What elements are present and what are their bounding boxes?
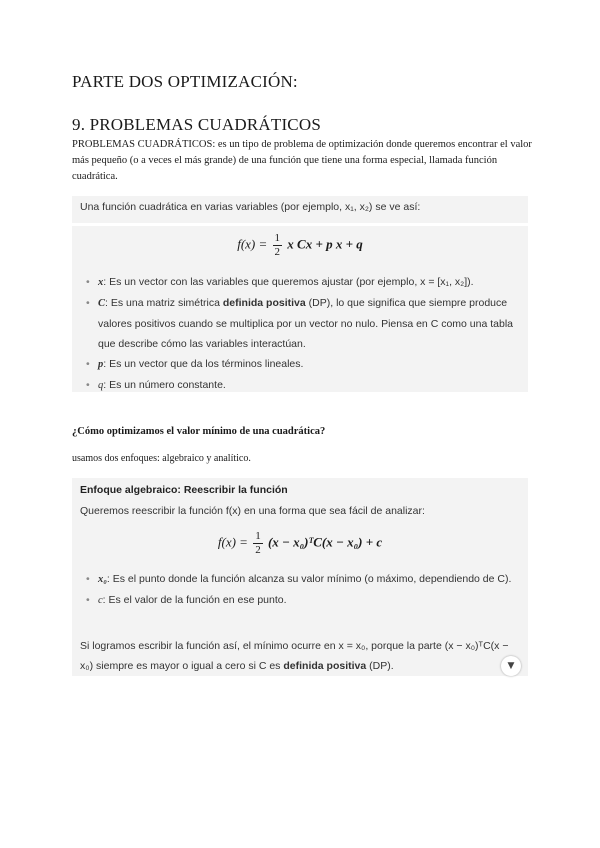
algebraic-approach-title: Enfoque algebraico: Reescribir la función <box>80 484 288 496</box>
algebraic-conclusion: Si logramos escribir la función así, el mínimo ocurre en x = x₀, porque la parte (x − x₀)ᵀC(x − x₀) siempre es mayor o igual a cero si C es definida positiva (DP). <box>80 640 509 672</box>
formula-rhs: x Cx + p x + q <box>287 236 363 252</box>
intro-text: : es un tipo de problema de optimización donde queremos encontrar el valor más pequeño (o a veces el más grande) de una función que tiene una forma especial, llamada función cuadrática. <box>72 139 532 182</box>
intro-paragraph <box>72 137 534 185</box>
intro-term: PROBLEMAS CUADRÁTICOS <box>72 139 213 150</box>
formula-lhs: f(x) = <box>217 534 248 550</box>
algebraic-approach-intro: Queremos reescribir la función f(x) en una forma que sea fácil de analizar: <box>80 505 425 517</box>
rewritten-formula <box>72 530 528 557</box>
rewritten-terms-list <box>80 569 520 611</box>
formula-lhs: f(x) = <box>237 236 268 252</box>
chevron-down-icon[interactable]: ▼ <box>501 656 521 676</box>
section-title: 9. PROBLEMAS CUADRÁTICOS <box>72 115 321 134</box>
list-item: • x: Es un vector con las variables que queremos ajustar (por ejemplo, x = [x₁, x₂]). <box>80 272 520 293</box>
list-item: • x₀: Es el punto donde la función alcanza su valor mínimo (o máximo, dependiendo de C). <box>80 569 520 590</box>
formula-rhs: (x − x₀)ᵀC(x − x₀) + c <box>267 534 383 550</box>
answer-text: usamos dos enfoques: algebraico y analítico. <box>72 453 251 464</box>
quadratic-formula <box>72 232 528 259</box>
formula-fraction: $\frac{1}{2}$ <box>274 232 281 258</box>
question-heading: ¿Cómo optimizamos el valor mínimo de una cuadrática? <box>72 426 326 437</box>
list-item: • C: Es una matriz simétrica definida positiva (DP), lo que significa que siempre produce valores positivos cuando se multiplica por un vector no nulo. Piensa en C como una tabla que describe cómo las variables interactúan. <box>80 293 520 354</box>
formula-fraction: $\frac{1}{2}$ <box>255 530 261 556</box>
list-item: • p: Es un vector que da los términos lineales. <box>80 354 520 375</box>
quadratic-form-header: Una función cuadrática en varias variables (por ejemplo, x₁, x₂) se ve así: <box>80 201 421 213</box>
list-item: • q: Es un número constante. <box>80 375 520 396</box>
part-title: PARTE DOS OPTIMIZACIÓN: <box>72 72 298 91</box>
quadratic-terms-list <box>80 272 520 396</box>
list-item: • c: Es el valor de la función en ese punto. <box>80 590 520 611</box>
